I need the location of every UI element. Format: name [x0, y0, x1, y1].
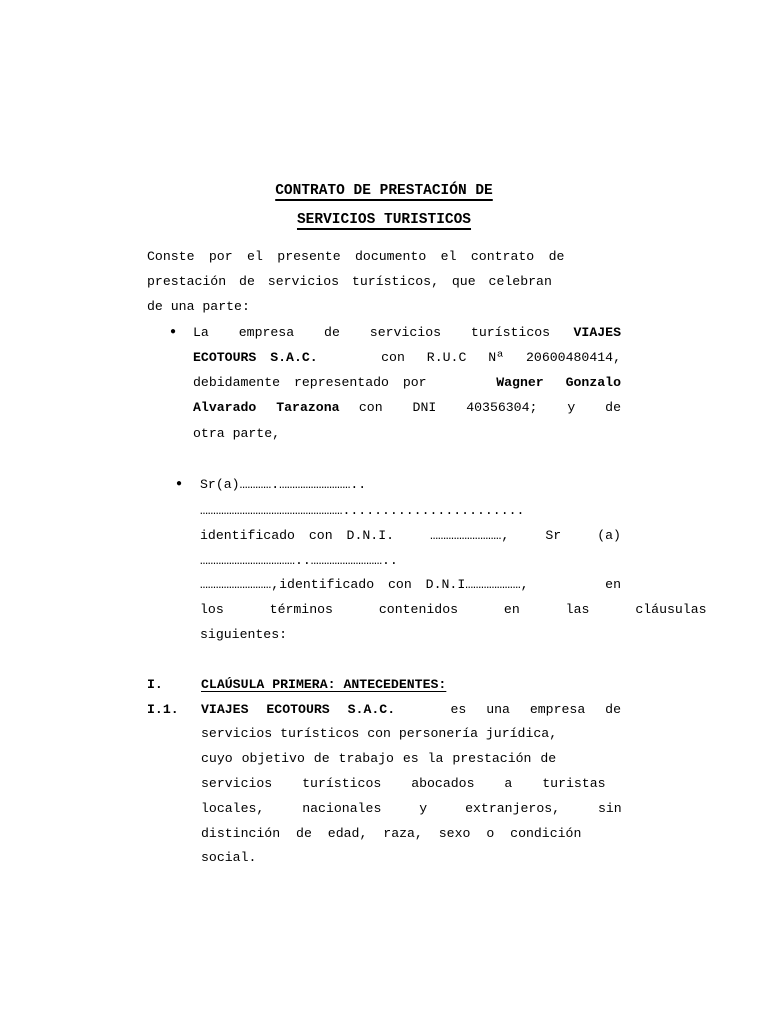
subclause-line-6: [201, 826, 621, 841]
party2-text: (a): [597, 528, 621, 543]
party1-line-4: [193, 400, 621, 415]
subclause-text: servicios turísticos con personería jurídica,: [201, 726, 558, 741]
company-name: VIAJES: [573, 325, 621, 340]
subclause-number: I.1.: [147, 702, 179, 717]
party2-text: identificado con D.N.I.: [200, 528, 395, 543]
party2-line-2: ……………………………………………….......................: [200, 503, 525, 518]
intro-text: Conste por el presente documento el contrato de: [147, 249, 565, 264]
representative-name: Wagner Gonzalo: [496, 375, 621, 390]
party2-line-4: ………………………………..………………………..: [200, 553, 398, 568]
document-title-line-2: SERVICIOS TURISTICOS: [296, 212, 472, 228]
blank-field: ………………………,: [430, 528, 510, 543]
bullet-icon: ●: [176, 479, 183, 490]
ruc-text: con R.U.C Nª 20600480414,: [381, 350, 621, 365]
intro-text: prestación de servicios turísticos, que celebran: [147, 274, 552, 289]
dni-text: con DNI 40356304; y de: [358, 400, 621, 415]
party1-line-5: otra parte,: [193, 426, 281, 441]
party2-line-6: [200, 602, 707, 617]
party2-text: los términos contenidos en las cláusulas: [200, 602, 707, 617]
party2-line-7: siguientes:: [200, 627, 288, 642]
party1-line-2: [193, 350, 621, 365]
bullet-icon: ●: [170, 327, 177, 338]
subclause-text: cuyo objetivo de trabajo es la prestación de: [201, 751, 557, 766]
subclause-line-1: [201, 702, 621, 717]
party1-text: debidamente representado por: [193, 375, 427, 390]
representative-name: Alvarado Tarazona: [193, 400, 340, 415]
company-name: VIAJES ECOTOURS S.A.C.: [201, 702, 396, 717]
intro-line-3: de una parte:: [147, 299, 250, 314]
subclause-text: locales, nacionales y extranjeros, sin: [201, 801, 622, 816]
party2-line-1: Sr(a)………….………………………..: [200, 477, 367, 492]
party2-line-5: [200, 577, 621, 592]
company-name: ECOTOURS S.A.C.: [193, 350, 318, 365]
party1-text: La empresa de servicios turísticos: [193, 325, 551, 340]
party1-line-3: [193, 375, 621, 390]
subclause-line-3: [201, 751, 621, 766]
subclause-line-2: [201, 726, 621, 741]
clause-title: CLAÚSULA PRIMERA: ANTECEDENTES:: [201, 677, 447, 692]
subclause-line-5: [201, 801, 621, 816]
party1-line-1: [193, 325, 621, 340]
party2-text: en: [605, 577, 621, 592]
party2-line-3: [200, 528, 621, 543]
document-title-line-1: CONTRATO DE PRESTACIÓN DE: [275, 183, 493, 199]
clause-number: I.: [147, 677, 163, 692]
party2-text: Sr: [545, 528, 562, 543]
intro-line-2: [147, 274, 611, 289]
subclause-line-7: social.: [201, 850, 257, 865]
party2-text: ………………………,identificado con D.N.I…………………,: [200, 577, 529, 592]
subclause-text: distinción de edad, raza, sexo o condición: [201, 826, 582, 841]
subclause-text: servicios turísticos abocados a turistas: [201, 776, 606, 791]
subclause-line-4: [201, 776, 621, 791]
intro-line-1: [147, 249, 611, 264]
subclause-text: es una empresa de: [450, 702, 621, 717]
